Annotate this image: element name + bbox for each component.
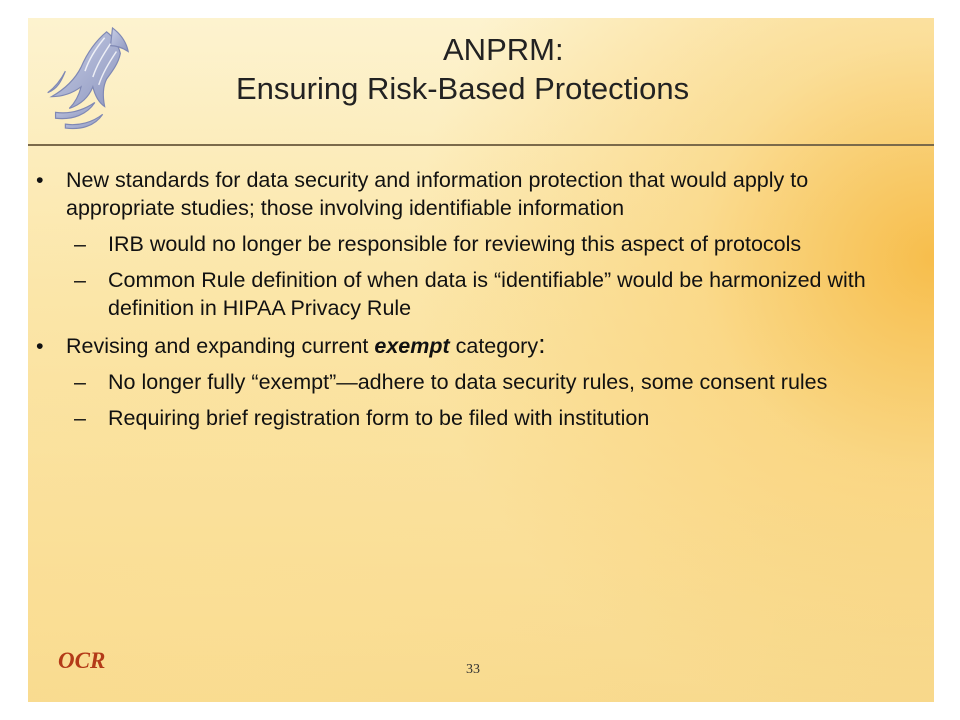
- sub-bullet-marker: –: [74, 406, 86, 430]
- bullet-text-before: Revising and expanding current: [66, 334, 375, 358]
- slide-body: [28, 166, 934, 432]
- page-number: 33: [466, 662, 480, 677]
- sub-bullet-marker: –: [74, 370, 86, 394]
- sub-bullet-text: Common Rule definition of when data is “identifiable” would be harmonized with definition in HIPAA Privacy Rule: [108, 268, 866, 320]
- sub-bullet-item: [28, 404, 914, 432]
- bullet-text-after: category: [449, 334, 539, 358]
- sub-bullet-item: [28, 266, 914, 322]
- sub-bullet-item: [28, 230, 914, 258]
- slide: [28, 18, 934, 702]
- hhs-eagle-logo-icon: [34, 24, 136, 132]
- title-line-2: Ensuring Risk-Based Protections: [236, 71, 690, 106]
- bullet-text-emphasis: exempt: [374, 334, 450, 358]
- sub-bullet-marker: –: [74, 268, 86, 292]
- sub-bullet-marker: –: [74, 232, 86, 256]
- bullet-text: New standards for data security and information protection that would apply to appropriate studies; those involving identifiable information: [66, 168, 809, 220]
- sub-bullet-text: No longer fully “exempt”—adhere to data security rules, some consent rules: [108, 370, 828, 394]
- bullet-marker: •: [36, 168, 44, 192]
- sub-bullet-item: [28, 368, 914, 396]
- bullet-item: [28, 329, 914, 360]
- ocr-footer-logo: OCR: [58, 648, 106, 673]
- title-divider: [28, 144, 934, 146]
- sub-bullet-text: Requiring brief registration form to be filed with institution: [108, 406, 650, 430]
- title-line-1: ANPRM:: [443, 32, 564, 67]
- slide-title: [218, 30, 918, 108]
- bullet-marker: •: [36, 334, 44, 358]
- bullet-item: [28, 166, 914, 222]
- bullet-colon: :: [538, 329, 546, 359]
- sub-bullet-text: IRB would no longer be responsible for reviewing this aspect of protocols: [108, 232, 802, 256]
